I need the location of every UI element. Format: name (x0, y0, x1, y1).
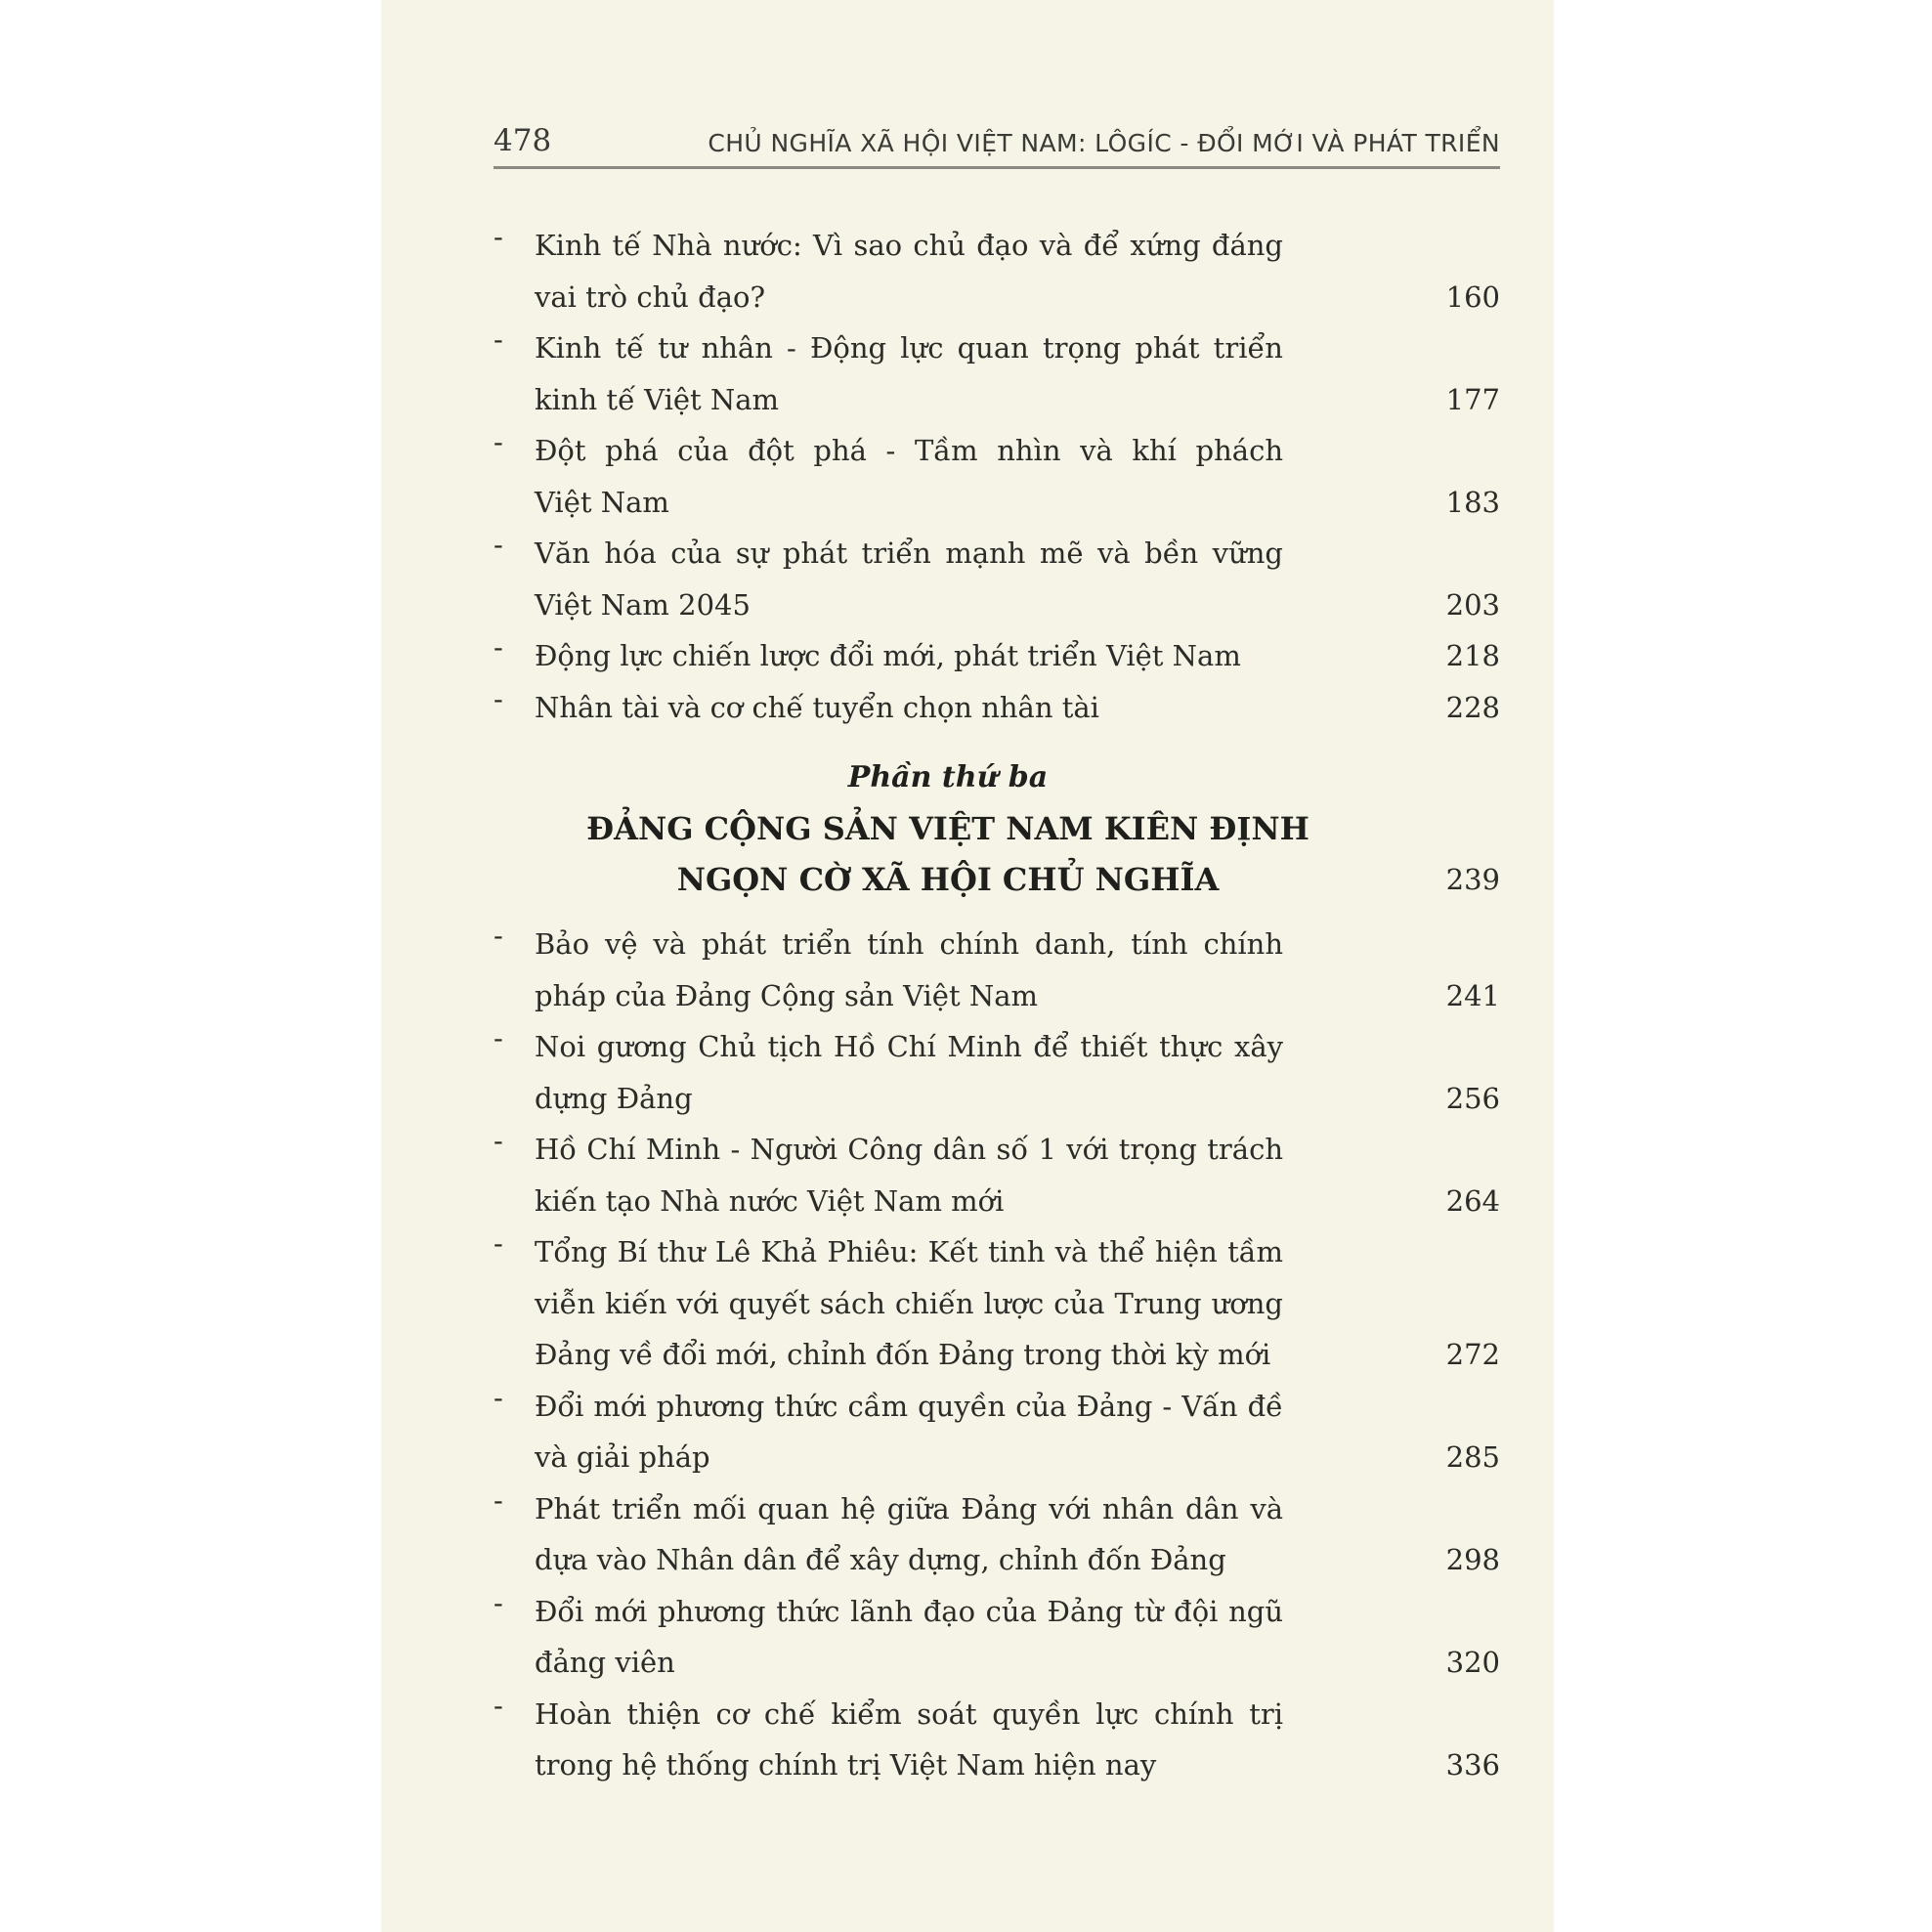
toc-entry-page: 298 (1445, 1543, 1500, 1576)
toc-entry-dash: - (494, 1021, 503, 1054)
toc-entry-page: 256 (1445, 1081, 1500, 1115)
book-page (381, 0, 1554, 1932)
toc-entry-line: Phát triển mối quan hệ giữa Đảng với nhân dân và (535, 1491, 1283, 1525)
toc-entry (494, 1586, 1500, 1689)
toc-entry-dash: - (494, 1688, 503, 1722)
toc-entry-dash: - (494, 630, 503, 664)
toc-entry-page: 285 (1445, 1440, 1500, 1474)
toc-entry (494, 1226, 1500, 1381)
section-part-label: Phần thứ ba (847, 760, 1049, 794)
toc-entry-line: dựa vào Nhân dân để xây dựng, chỉnh đốn Đảng (535, 1543, 1226, 1576)
toc-entry-dash: - (494, 1585, 503, 1619)
toc-entry-line: Noi gương Chủ tịch Hồ Chí Minh để thiết thực xây (535, 1030, 1283, 1063)
toc-entry-page: 160 (1445, 279, 1500, 314)
toc-entry-line: Đột phá của đột phá - Tầm nhìn và khí phách (535, 434, 1283, 467)
toc-entry-line: kinh tế Việt Nam (535, 382, 780, 416)
toc-entry-line: Động lực chiến lược đổi mới, phát triển Việt Nam (535, 639, 1241, 672)
page-number: 478 (494, 123, 552, 158)
toc-entry-line: Đổi mới phương thức cầm quyền của Đảng - Vấn đề (535, 1389, 1283, 1423)
toc-entry-page: 218 (1445, 639, 1500, 672)
toc-entry (494, 1124, 1500, 1226)
toc-entry-line: viễn kiến với quyết sách chiến lược của Trung ương (535, 1286, 1283, 1320)
toc-entry-line: vai trò chủ đạo? (535, 279, 766, 314)
toc-entry-page: 183 (1445, 485, 1500, 519)
toc-entry-dash: - (494, 220, 503, 253)
toc-entry-dash: - (494, 1226, 503, 1260)
toc-entry-dash: - (494, 1380, 503, 1414)
toc-entry-page: 320 (1445, 1646, 1500, 1679)
toc-entry-line: trong hệ thống chính trị Việt Nam hiện nay (535, 1748, 1157, 1782)
toc-entry-line: và giải pháp (535, 1440, 710, 1474)
toc-entry-line: dựng Đảng (535, 1081, 693, 1115)
toc-entry-dash: - (494, 528, 503, 561)
toc-entry-line: Bảo vệ và phát triển tính chính danh, tính chính (535, 927, 1283, 961)
table-of-contents (494, 220, 1500, 1791)
section-title-line-1: ĐẢNG CỘNG SẢN VIỆT NAM KIÊN ĐỊNH (586, 810, 1309, 847)
toc-entry (494, 322, 1500, 425)
toc-entry-page: 264 (1445, 1183, 1500, 1218)
toc-entry-line: kiến tạo Nhà nước Việt Nam mới (535, 1183, 1005, 1218)
toc-list-part-two (494, 220, 1500, 733)
toc-entry-line: Đảng về đổi mới, chỉnh đốn Đảng trong thời kỳ mới (535, 1338, 1271, 1371)
toc-entry-line: Tổng Bí thư Lê Khả Phiêu: Kết tinh và thể hiện tầm (535, 1235, 1283, 1268)
toc-entry-line: Nhân tài và cơ chế tuyển chọn nhân tài (535, 690, 1099, 724)
toc-list-part-three (494, 919, 1500, 1791)
running-title: CHỦ NGHĨA XÃ HỘI VIỆT NAM: LÔGÍC - ĐỔI MỚI VÀ PHÁT TRIỂN (708, 129, 1500, 157)
toc-entry (494, 220, 1500, 322)
toc-entry-line: Đổi mới phương thức lãnh đạo của Đảng từ đội ngũ (535, 1594, 1283, 1628)
toc-entry-dash: - (494, 425, 503, 458)
toc-entry-page: 203 (1445, 587, 1500, 622)
toc-entry (494, 1483, 1500, 1586)
toc-entry-line: Hồ Chí Minh - Người Công dân số 1 với trọng trách (535, 1133, 1283, 1166)
toc-entry-page: 177 (1445, 382, 1500, 416)
toc-entry-dash: - (494, 1482, 503, 1517)
toc-entry-page: 241 (1445, 978, 1500, 1012)
toc-entry (494, 682, 1500, 734)
toc-entry (494, 425, 1500, 528)
toc-entry-dash: - (494, 322, 503, 356)
toc-entry (494, 1021, 1500, 1124)
section-heading (494, 752, 1500, 905)
toc-entry-page: 228 (1445, 690, 1500, 724)
toc-entry-line: Việt Nam (535, 485, 669, 519)
toc-entry-page: 336 (1445, 1748, 1500, 1782)
page-header (494, 119, 1500, 169)
toc-entry-line: pháp của Đảng Cộng sản Việt Nam (535, 978, 1038, 1012)
toc-entry-dash: - (494, 681, 503, 715)
toc-entry-line: Kinh tế Nhà nước: Vì sao chủ đạo và để xứng đáng (535, 229, 1283, 262)
toc-entry-line: Hoàn thiện cơ chế kiểm soát quyền lực chính trị (535, 1696, 1283, 1731)
toc-entry (494, 630, 1500, 682)
toc-entry-line: Kinh tế tư nhân - Động lực quan trọng phát triển (535, 331, 1283, 365)
toc-entry-page: 272 (1445, 1338, 1500, 1371)
toc-entry-line: Việt Nam 2045 (535, 587, 751, 622)
toc-entry (494, 919, 1500, 1021)
toc-entry-dash: - (494, 1124, 503, 1157)
section-page-ref: 239 (1445, 863, 1500, 896)
toc-entry (494, 1381, 1500, 1483)
toc-entry-line: đảng viên (535, 1646, 675, 1679)
toc-entry-line: Văn hóa của sự phát triển mạnh mẽ và bền vững (535, 537, 1283, 570)
section-title-line-2: NGỌN CỜ XÃ HỘI CHỦ NGHĨA (676, 861, 1220, 898)
toc-entry (494, 1689, 1500, 1791)
toc-entry-dash: - (494, 919, 503, 952)
toc-entry (494, 528, 1500, 630)
